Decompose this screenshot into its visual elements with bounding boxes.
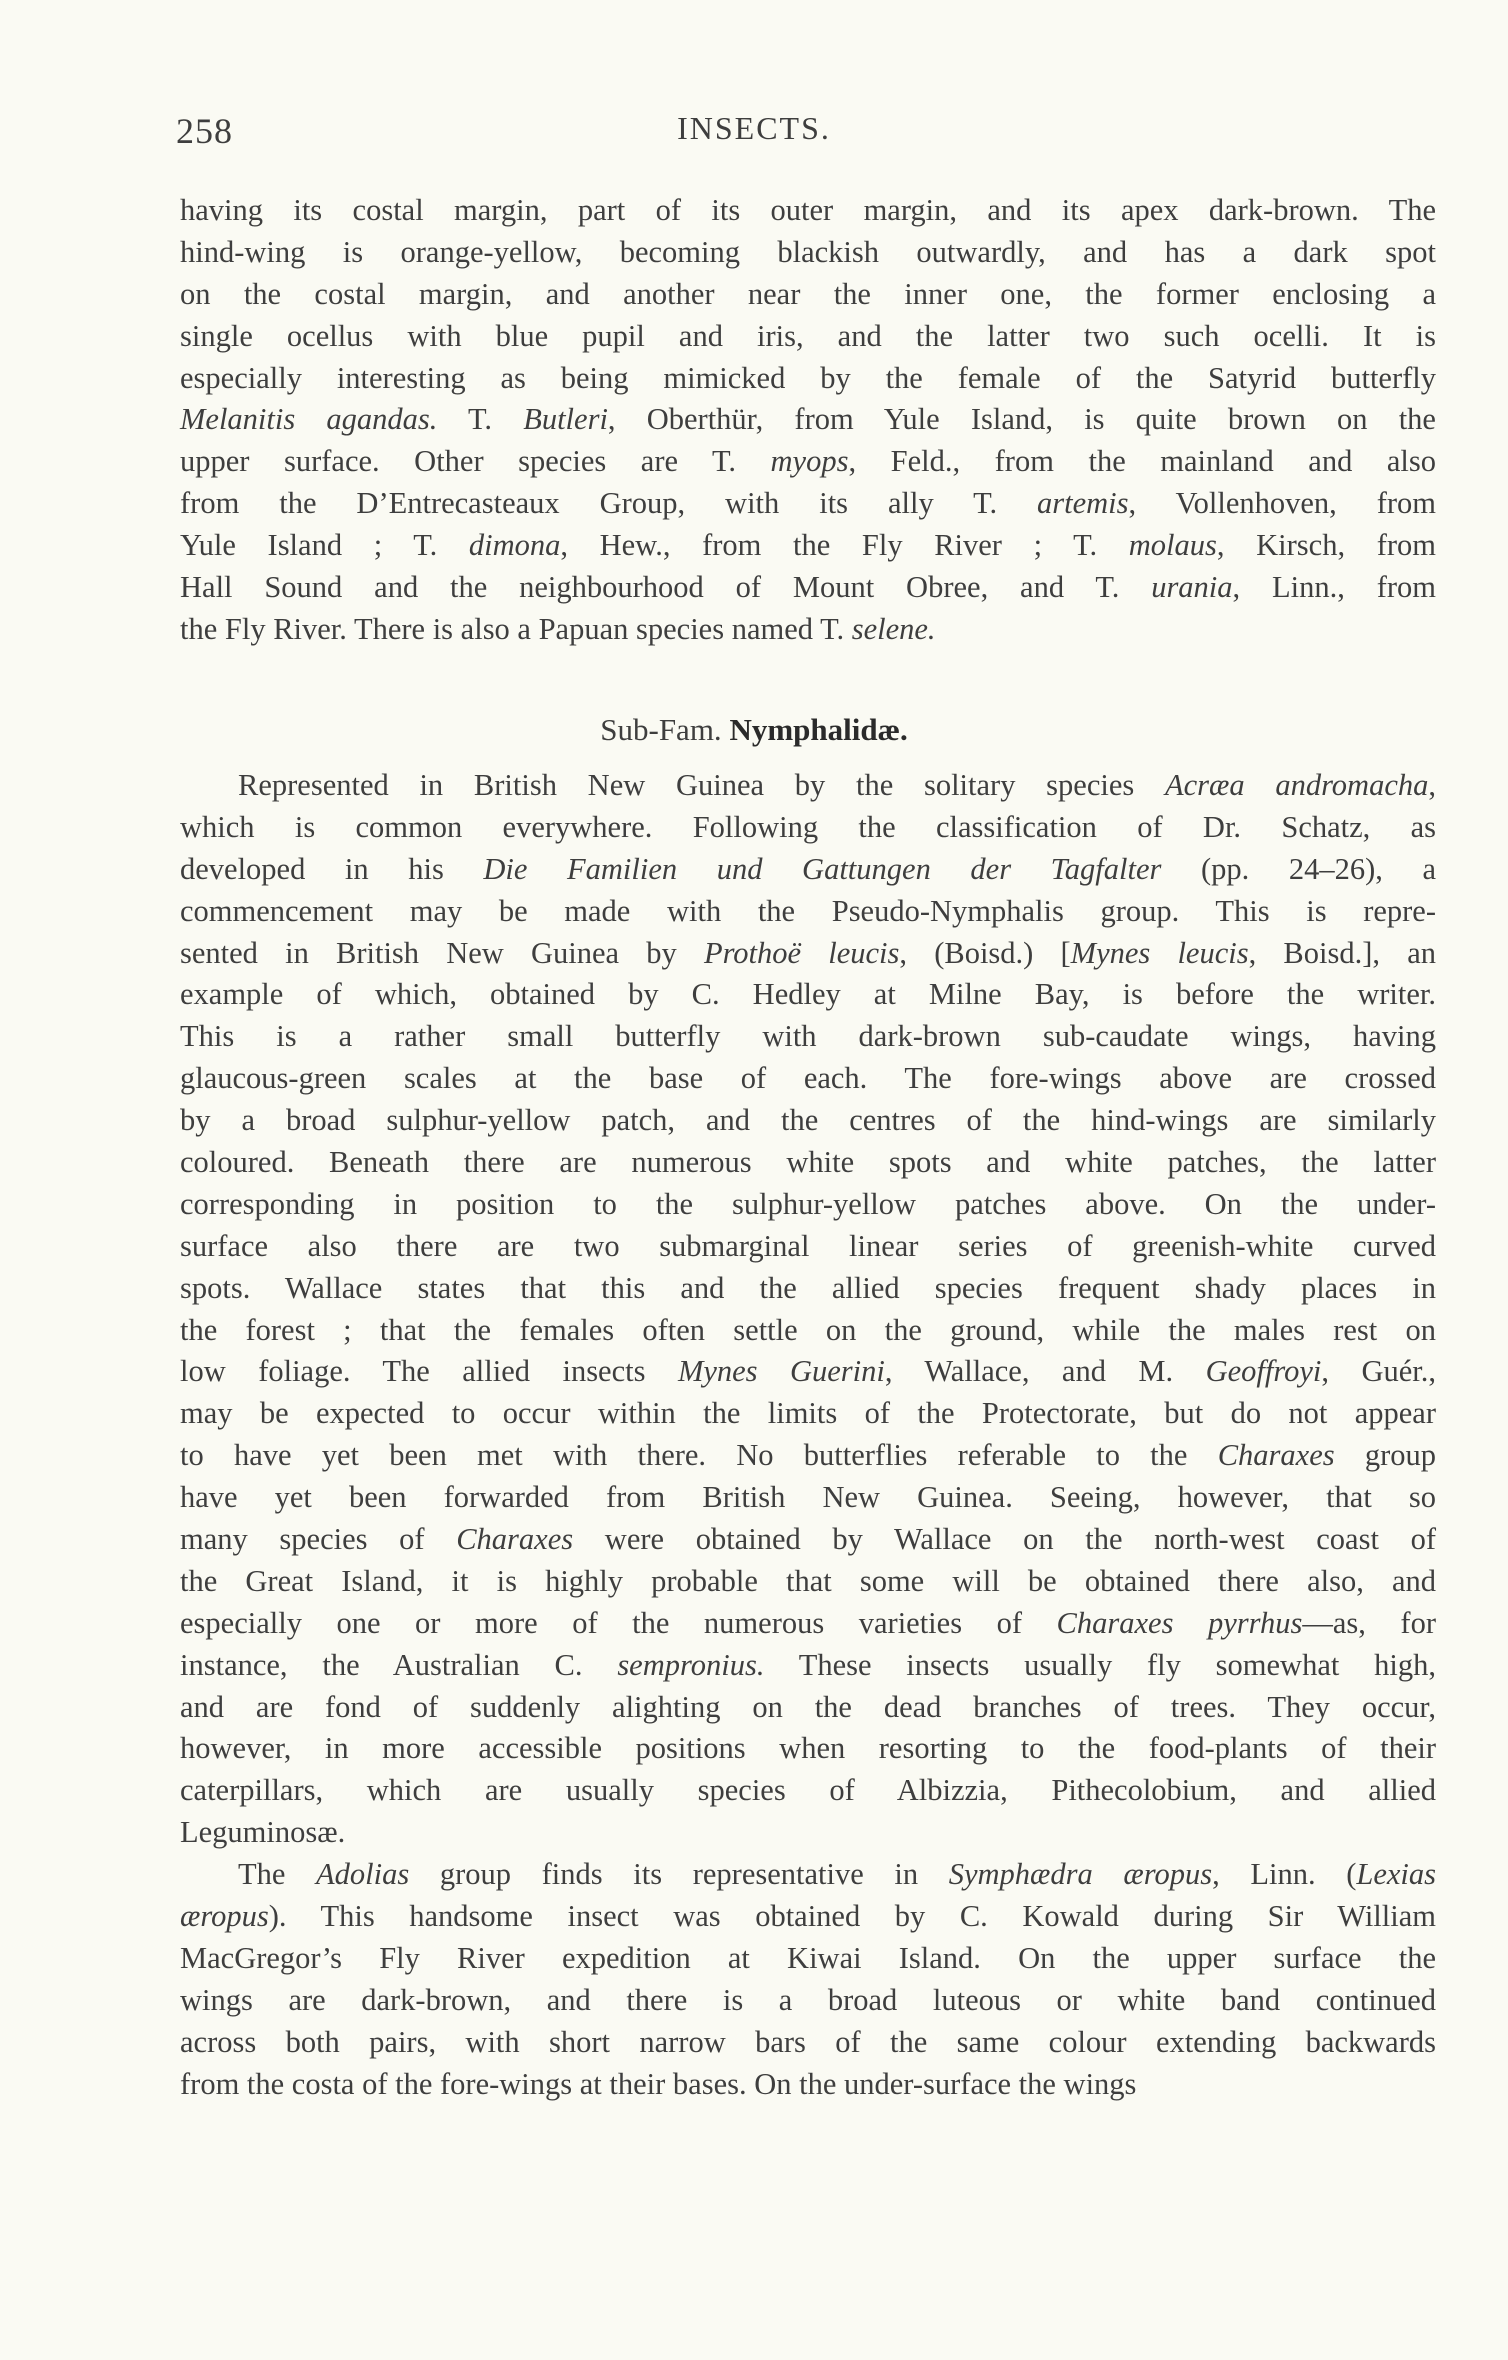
text-run: This is a rather small butterfly with dark-brown sub-caudate wings, having: [180, 1019, 1436, 1054]
text-run: which is common everywhere. Following the classification of Dr. Schatz, as: [180, 809, 1436, 844]
text-run: low foliage. The allied insects: [180, 1354, 678, 1389]
text-run: , Boisd.], an: [1248, 935, 1436, 970]
text-run: Yule Island ; T.: [180, 528, 469, 563]
italic-text: Charaxes: [456, 1522, 574, 1557]
text-line: [180, 1938, 1436, 1980]
text-run: sented in British New Guinea by: [180, 935, 704, 970]
text-line: [180, 1435, 1436, 1477]
text-line: [180, 1687, 1436, 1729]
text-run: to have yet been met with there. No butterflies referable to the: [180, 1438, 1218, 1473]
text-run: having its costal margin, part of its outer margin, and its apex dark-brown. The: [180, 193, 1436, 227]
italic-text: Butleri: [523, 402, 608, 437]
text-run: example of which, obtained by C. Hedley at Milne Bay, is before the writer.: [180, 977, 1436, 1012]
italic-text: myops: [770, 444, 849, 479]
text-line: [180, 1016, 1436, 1058]
paragraph: [180, 190, 1436, 651]
text-run: on the costal margin, and another near the inner one, the former enclosing a: [180, 276, 1436, 311]
text-line: [180, 441, 1436, 483]
text-run: commencement may be made with the Pseudo-Nymphalis group. This is repre-: [180, 893, 1436, 928]
heading-prefix: Sub-Fam.: [600, 712, 722, 747]
text-run: especially interesting as being mimicked by the female of the Satyrid butterfly: [180, 360, 1436, 395]
text-line: [180, 1645, 1436, 1687]
text-run: MacGregor’s Fly River expedition at Kiwai Island. On the upper surface the: [180, 1940, 1436, 1975]
text-line: [180, 316, 1436, 358]
text-run: have yet been forwarded from British New Guinea. Seeing, however, that so: [180, 1480, 1436, 1515]
text-line: [180, 1980, 1436, 2022]
running-title: INSECTS.: [677, 110, 831, 146]
text-run: , Hew., from the Fly River ; T.: [560, 528, 1129, 563]
text-run: corresponding in position to the sulphur-yellow patches above. On the under-: [180, 1186, 1436, 1221]
text-line: [180, 567, 1436, 609]
text-line: [180, 1477, 1436, 1519]
text-line: [180, 1728, 1436, 1770]
text-run: caterpillars, which are usually species of Albizzia, Pithecolobium, and allied: [180, 1773, 1436, 1808]
text-run: the Fly River. There is also a Papuan species named T.: [180, 611, 852, 646]
italic-text: Geoffroyi: [1205, 1354, 1322, 1389]
italic-text: Adolias: [316, 1857, 410, 1892]
text-run: ). This handsome insect was obtained by C. Kowald during Sir William: [268, 1899, 1436, 1934]
text-run: many species of: [180, 1522, 457, 1557]
text-line: [180, 765, 1436, 807]
italic-text: Charaxes pyrrhus: [1056, 1605, 1303, 1640]
heading-family-name: Nymphalidæ.: [729, 712, 908, 747]
text-run: —as, for: [1302, 1605, 1436, 1640]
text-run: , Vollenhoven, from: [1128, 486, 1436, 521]
text-line: [180, 1351, 1436, 1393]
text-run: ,: [1428, 768, 1436, 802]
italic-text: molaus: [1128, 528, 1217, 563]
italic-text: urania: [1151, 570, 1233, 605]
page-number: 258: [176, 111, 233, 151]
text-run: from the D’Entrecasteaux Group, with its ally T.: [180, 486, 1038, 521]
italic-text: æropus: [180, 1899, 269, 1934]
italic-text: dimona: [468, 528, 561, 563]
text-run: however, in more accessible positions when resorting to the food-plants of their: [180, 1731, 1436, 1766]
italic-text: Mynes leucis: [1070, 935, 1249, 970]
text-line: [180, 1812, 1436, 1854]
text-line: [180, 1561, 1436, 1603]
text-line: [180, 2064, 1436, 2106]
text-line: [180, 1226, 1436, 1268]
text-run: the forest ; that the females often settle on the ground, while the males rest on: [180, 1312, 1436, 1347]
text-line: [180, 609, 1436, 651]
text-run: wings are dark-brown, and there is a broad luteous or white band continued: [180, 1982, 1436, 2017]
text-line: [180, 974, 1436, 1016]
text-run: group finds its representative in: [409, 1857, 949, 1892]
text-run: surface also there are two submarginal linear series of greenish-white curved: [180, 1228, 1436, 1263]
text-line: [180, 1393, 1436, 1435]
text-line: [180, 1854, 1436, 1896]
text-run: , Kirsch, from: [1216, 528, 1436, 563]
text-line: [180, 1058, 1436, 1100]
text-run: , Guér.,: [1321, 1354, 1436, 1389]
text-run: Represented in British New Guinea by the solitary species: [238, 768, 1165, 802]
text-run: T.: [437, 402, 524, 437]
text-line: [180, 1142, 1436, 1184]
text-line: [180, 274, 1436, 316]
text-line: [180, 1519, 1436, 1561]
text-run: single ocellus with blue pupil and iris, and the latter two such ocelli. It is: [180, 318, 1436, 353]
section-heading: [0, 709, 1508, 751]
text-run: , (Boisd.) [: [899, 935, 1071, 970]
italic-text: selene.: [851, 611, 936, 646]
italic-text: Charaxes: [1217, 1438, 1335, 1473]
text-run: , Wallace, and M.: [884, 1354, 1206, 1389]
text-line: [180, 891, 1436, 933]
text-run: group: [1334, 1438, 1436, 1473]
text-line: [180, 933, 1436, 975]
text-run: across both pairs, with short narrow bars of the same colour extending backwards: [180, 2024, 1436, 2059]
text-run: , Oberthür, from Yule Island, is quite brown on the: [607, 402, 1436, 437]
text-line: [180, 2022, 1436, 2064]
text-line: [180, 849, 1436, 891]
text-run: , Linn., from: [1232, 570, 1436, 605]
text-run: hind-wing is orange-yellow, becoming blackish outwardly, and has a dark spot: [180, 234, 1436, 269]
italic-text: Melanitis agandas.: [180, 402, 438, 437]
text-line: [180, 1100, 1436, 1142]
italic-text: Symphædra æropus: [948, 1857, 1213, 1892]
text-line: [180, 483, 1436, 525]
text-run: spots. Wallace states that this and the allied species frequent shady places in: [180, 1270, 1436, 1305]
text-line: [180, 1268, 1436, 1310]
text-run: Leguminosæ.: [180, 1815, 346, 1850]
text-run: Hall Sound and the neighbourhood of Mount Obree, and T.: [180, 570, 1152, 605]
text-run: were obtained by Wallace on the north-west coast of: [573, 1522, 1436, 1557]
text-line: [180, 1603, 1436, 1645]
italic-text: Lexias: [1356, 1857, 1436, 1892]
text-line: [180, 1184, 1436, 1226]
italic-text: Die Familien und Gattungen der Tagfalter: [483, 851, 1162, 886]
italic-text: artemis: [1037, 486, 1129, 521]
text-run: The: [238, 1857, 317, 1892]
paragraph: [180, 765, 1436, 2106]
text-line: [180, 399, 1436, 441]
italic-text: Prothoë leucis: [703, 935, 900, 970]
text-run: from the costa of the fore-wings at their bases. On the under-surface the wings: [180, 2066, 1137, 2101]
text-line: [180, 807, 1436, 849]
text-run: coloured. Beneath there are numerous white spots and white patches, the latter: [180, 1145, 1436, 1180]
text-run: may be expected to occur within the limits of the Protectorate, but do not appear: [180, 1396, 1436, 1431]
text-run: , Feld., from the mainland and also: [848, 444, 1436, 479]
text-run: the Great Island, it is highly probable that some will be obtained there also, and: [180, 1563, 1436, 1598]
text-run: , Linn. (: [1212, 1857, 1357, 1892]
text-run: instance, the Australian C.: [180, 1647, 618, 1682]
text-run: glaucous-green scales at the base of each. The fore-wings above are crossed: [180, 1061, 1436, 1096]
text-line: [180, 1310, 1436, 1352]
text-run: by a broad sulphur-yellow patch, and the centres of the hind-wings are similarly: [180, 1103, 1436, 1138]
text-run: These insects usually fly somewhat high,: [764, 1647, 1436, 1682]
italic-text: sempronius.: [617, 1647, 765, 1682]
italic-text: Mynes Guerini: [677, 1354, 885, 1389]
text-line: [180, 358, 1436, 400]
text-line: [180, 1770, 1436, 1812]
text-run: upper surface. Other species are T.: [180, 444, 771, 479]
text-line: [180, 190, 1436, 232]
text-run: especially one or more of the numerous varieties of: [180, 1605, 1057, 1640]
text-run: and are fond of suddenly alighting on the dead branches of trees. They occur,: [180, 1689, 1436, 1724]
text-run: developed in his: [180, 851, 484, 886]
text-line: [180, 232, 1436, 274]
text-line: [180, 1896, 1436, 1938]
text-line: [180, 525, 1436, 567]
text-run: (pp. 24–26), a: [1161, 851, 1436, 886]
italic-text: Acræa andromacha: [1164, 768, 1429, 802]
